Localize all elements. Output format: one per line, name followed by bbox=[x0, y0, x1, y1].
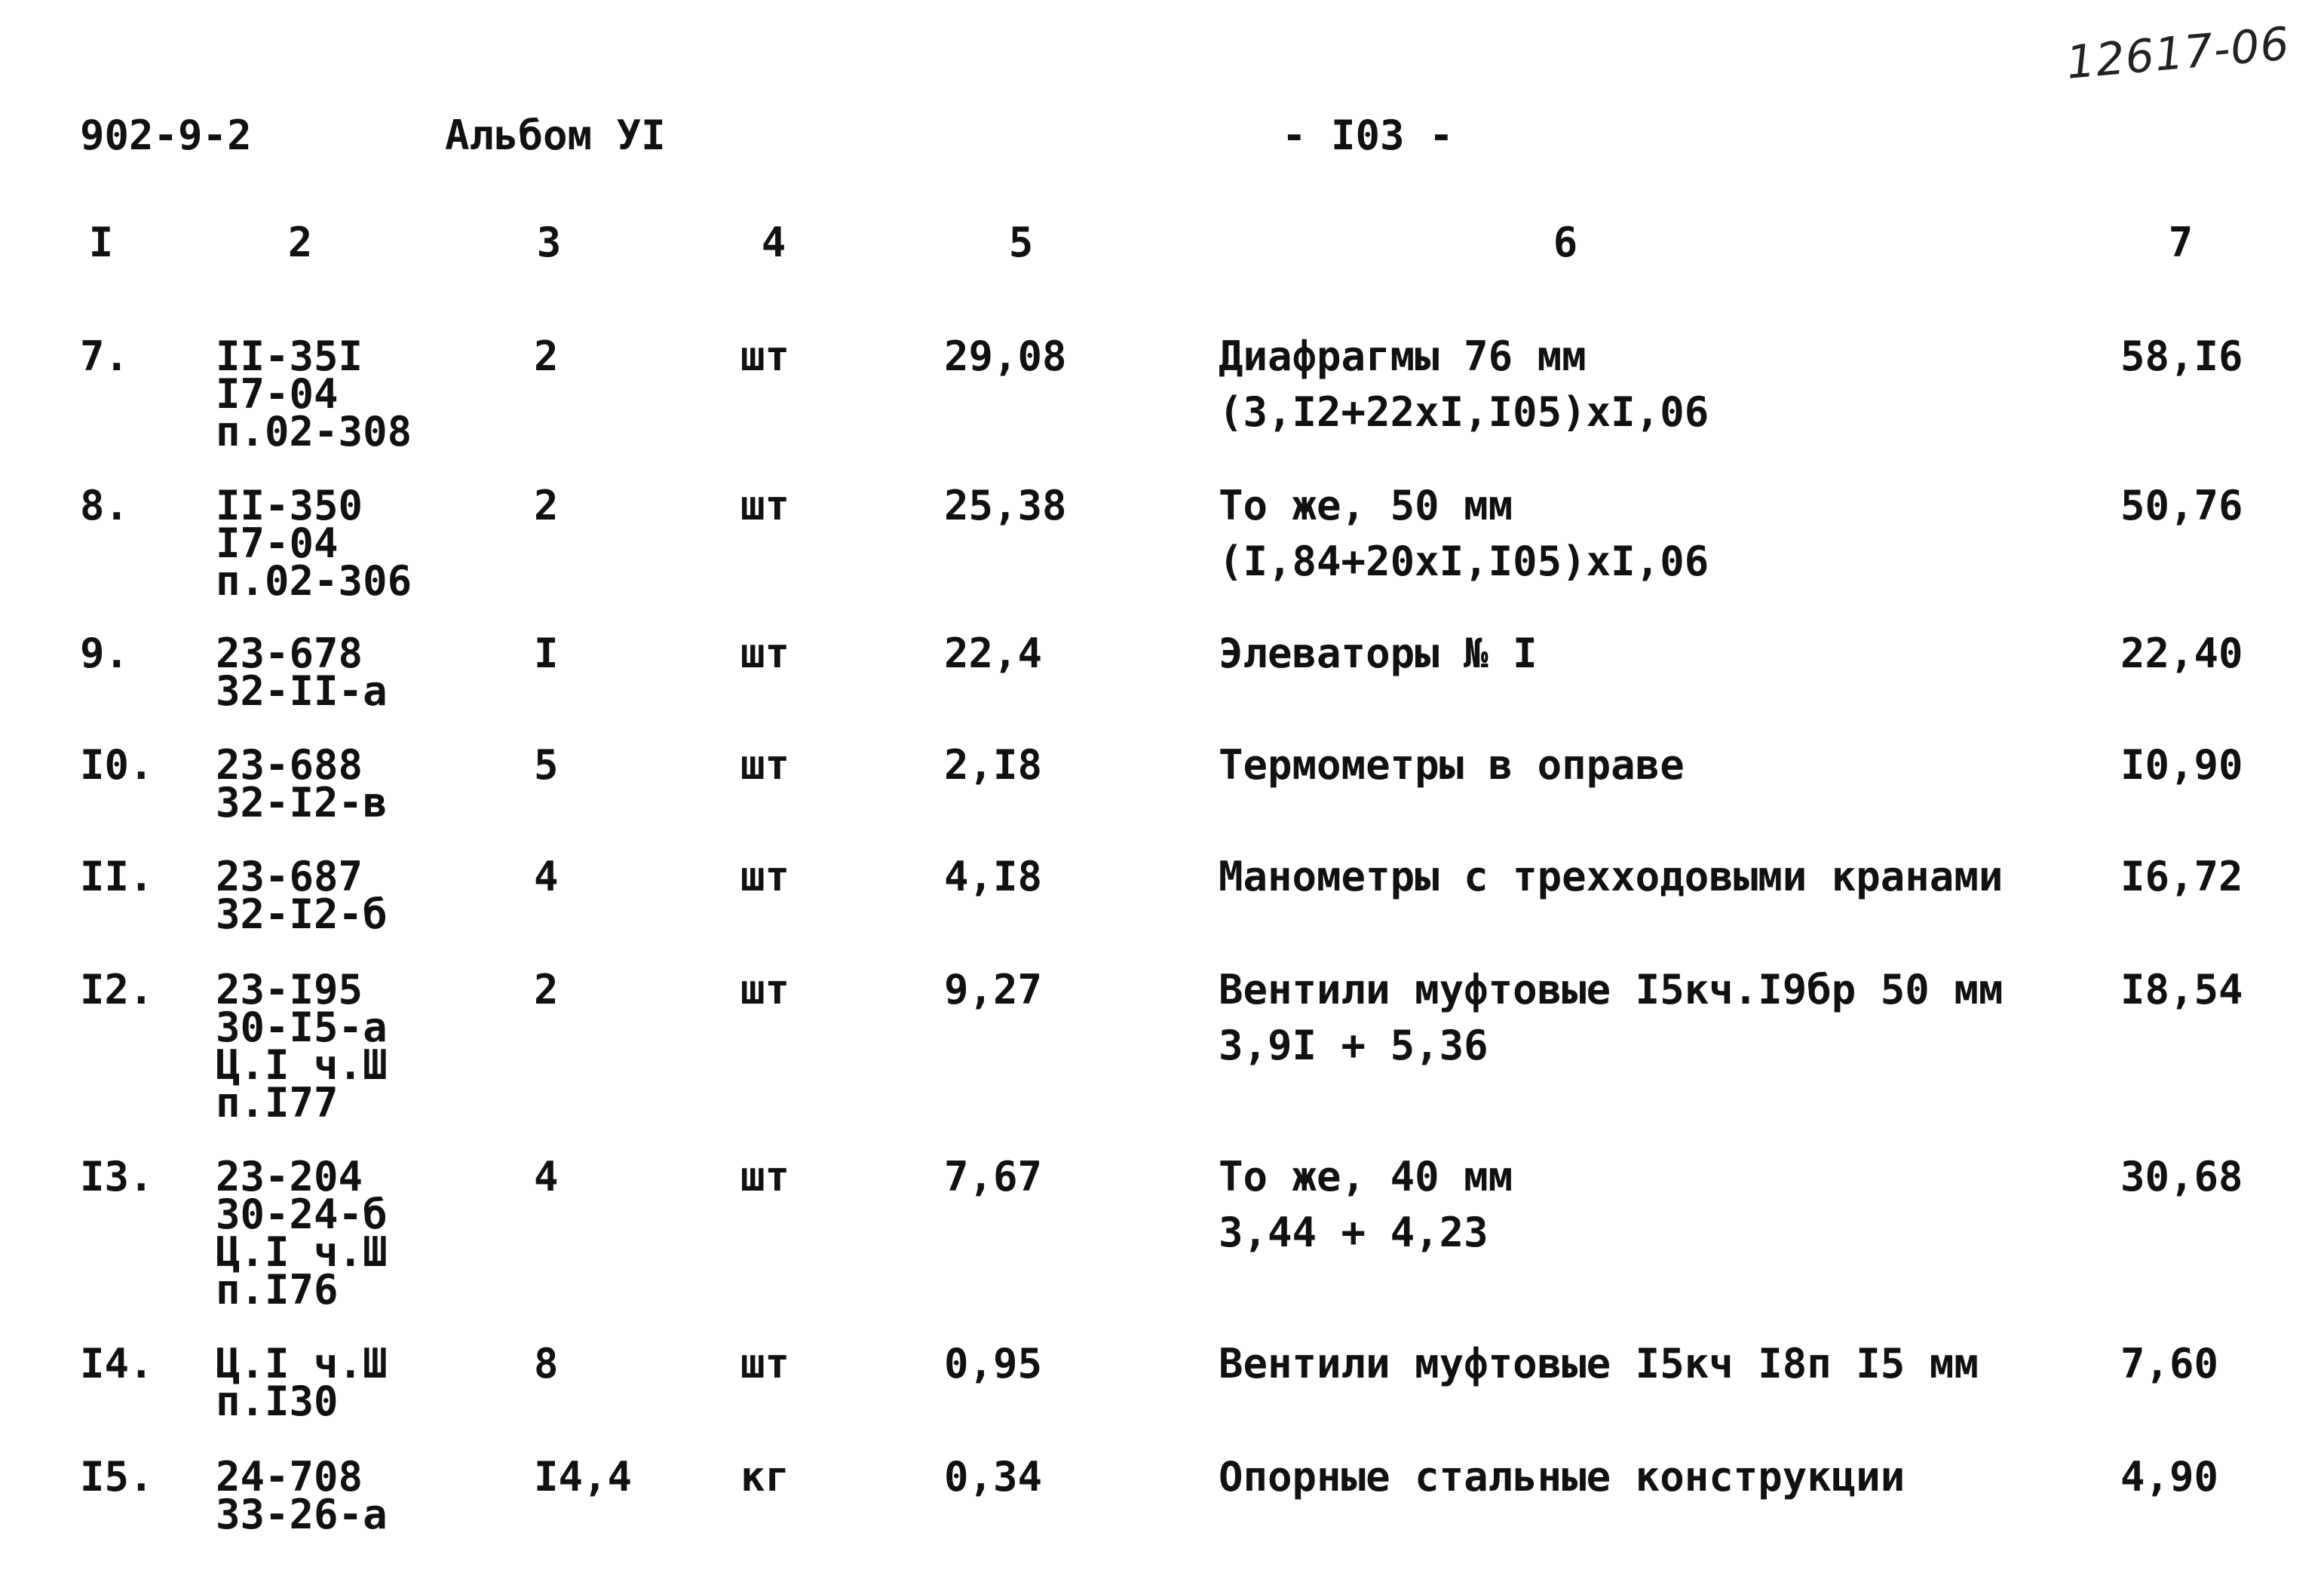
unit-price: 22,4 bbox=[944, 630, 1043, 677]
reference-code-line: п.I77 bbox=[216, 1079, 339, 1127]
description-line: Диафрагмы 76 мм bbox=[1219, 333, 1587, 380]
unit: шт bbox=[740, 630, 790, 677]
reference-code-line: 32-I2-б bbox=[216, 890, 388, 938]
unit: шт bbox=[740, 1340, 790, 1387]
reference-code-line: Ц.I ч.Ш bbox=[216, 1041, 388, 1089]
description-line: То же, 50 мм bbox=[1219, 482, 1513, 529]
description-line: 3,44 + 4,23 bbox=[1219, 1209, 1489, 1256]
column-number-7: 7 bbox=[2168, 219, 2194, 266]
column-number-1: I bbox=[88, 219, 114, 266]
description bbox=[1219, 737, 1685, 793]
column-number-3: 3 bbox=[536, 219, 562, 266]
reference-code-line: 30-24-б bbox=[216, 1191, 388, 1238]
unit: шт bbox=[740, 1153, 790, 1200]
reference-code-line: п.02-306 bbox=[216, 557, 412, 605]
column-number-5: 5 bbox=[1008, 219, 1034, 266]
unit-price: 9,27 bbox=[944, 966, 1043, 1013]
quantity: 2 bbox=[534, 966, 559, 1013]
description bbox=[1219, 478, 1709, 590]
unit: шт bbox=[740, 853, 790, 900]
description-line: Вентили муфтовые I5кч I8п I5 мм bbox=[1219, 1340, 1979, 1387]
unit-price: 25,38 bbox=[944, 482, 1067, 529]
document-code: 902-9-2 bbox=[80, 112, 252, 159]
unit-price: 0,34 bbox=[944, 1453, 1043, 1501]
row-number: 9. bbox=[80, 630, 130, 677]
reference-codes bbox=[216, 966, 388, 1127]
reference-codes bbox=[216, 1153, 388, 1314]
reference-code-line: 24-708 bbox=[216, 1453, 363, 1501]
description-line: Опорные стальные конструкции bbox=[1219, 1453, 1905, 1501]
reference-code-line: п.02-308 bbox=[216, 408, 412, 455]
description bbox=[1219, 1149, 1513, 1261]
description-line: Элеваторы № I bbox=[1219, 630, 1538, 677]
unit: шт bbox=[740, 333, 790, 380]
description-line: (I,84+20хI,I05)хI,06 bbox=[1219, 538, 1709, 585]
total-cost: 50,76 bbox=[2120, 482, 2243, 529]
row-number: 8. bbox=[80, 482, 130, 529]
reference-code-line: 23-I95 bbox=[216, 966, 363, 1013]
total-cost: 58,I6 bbox=[2120, 333, 2243, 380]
row-number: I0. bbox=[80, 741, 154, 789]
column-number-6: 6 bbox=[1553, 219, 1578, 266]
reference-code-line: 23-204 bbox=[216, 1153, 363, 1200]
reference-code-line: I7-04 bbox=[216, 520, 339, 567]
description bbox=[1219, 1336, 1979, 1392]
description-line: То же, 40 мм bbox=[1219, 1153, 1513, 1200]
reference-code-line: II-35I bbox=[216, 333, 363, 380]
reference-codes bbox=[216, 482, 412, 605]
unit-price: 29,08 bbox=[944, 333, 1067, 380]
description bbox=[1219, 962, 2003, 1074]
total-cost: I6,72 bbox=[2120, 853, 2243, 900]
description-line: 3,9I + 5,36 bbox=[1219, 1022, 1489, 1069]
reference-codes bbox=[216, 1340, 388, 1425]
column-number-2: 2 bbox=[287, 219, 313, 266]
total-cost: 30,68 bbox=[2120, 1153, 2243, 1200]
reference-code-line: I7-04 bbox=[216, 370, 339, 418]
description bbox=[1219, 329, 1709, 440]
reference-code-line: 32-II-а bbox=[216, 667, 388, 715]
row-number: I4. bbox=[80, 1340, 154, 1387]
reference-codes bbox=[216, 741, 388, 826]
row-number: II. bbox=[80, 853, 154, 900]
reference-code-line: II-350 bbox=[216, 482, 363, 529]
row-number: I3. bbox=[80, 1153, 154, 1200]
reference-code-line: 23-678 bbox=[216, 630, 363, 677]
reference-code-line: 23-688 bbox=[216, 741, 363, 789]
quantity: I bbox=[534, 630, 559, 677]
page-number: - I03 - bbox=[1282, 112, 1454, 159]
description bbox=[1219, 626, 1538, 682]
quantity: 4 bbox=[534, 1153, 559, 1200]
reference-codes bbox=[216, 630, 388, 715]
reference-codes bbox=[216, 333, 412, 455]
reference-codes bbox=[216, 1453, 388, 1538]
unit-price: 0,95 bbox=[944, 1340, 1043, 1387]
archive-stamp: 12617-06 bbox=[2064, 17, 2292, 90]
reference-code-line: 33-26-а bbox=[216, 1491, 388, 1538]
unit-price: 7,67 bbox=[944, 1153, 1043, 1200]
reference-codes bbox=[216, 853, 388, 938]
reference-code-line: Ц.I ч.Ш bbox=[216, 1228, 388, 1276]
total-cost: 4,90 bbox=[2120, 1453, 2219, 1501]
quantity: 2 bbox=[534, 482, 559, 529]
total-cost: 7,60 bbox=[2120, 1340, 2219, 1387]
unit-price: 2,I8 bbox=[944, 741, 1043, 789]
unit: шт bbox=[740, 482, 790, 529]
reference-code-line: Ц.I ч.Ш bbox=[216, 1340, 388, 1387]
description bbox=[1219, 1449, 1905, 1505]
reference-code-line: 23-687 bbox=[216, 853, 363, 900]
description bbox=[1219, 849, 2003, 905]
row-number: I5. bbox=[80, 1453, 154, 1501]
reference-code-line: п.I30 bbox=[216, 1378, 339, 1425]
unit: кг bbox=[740, 1453, 790, 1501]
row-number: I2. bbox=[80, 966, 154, 1013]
column-number-4: 4 bbox=[761, 219, 786, 266]
reference-code-line: 32-I2-в bbox=[216, 779, 388, 826]
description-line: Термометры в оправе bbox=[1219, 741, 1685, 789]
reference-code-line: п.I76 bbox=[216, 1266, 339, 1314]
unit: шт bbox=[740, 741, 790, 789]
unit: шт bbox=[740, 966, 790, 1013]
quantity: 5 bbox=[534, 741, 559, 789]
quantity: I4,4 bbox=[534, 1453, 633, 1501]
reference-code-line: 30-I5-а bbox=[216, 1004, 388, 1051]
quantity: 8 bbox=[534, 1340, 559, 1387]
unit-price: 4,I8 bbox=[944, 853, 1043, 900]
total-cost: I8,54 bbox=[2120, 966, 2243, 1013]
description-line: Вентили муфтовые I5кч.I9бр 50 мм bbox=[1219, 966, 2004, 1013]
total-cost: 22,40 bbox=[2120, 630, 2243, 677]
description-line: (3,I2+22хI,I05)хI,06 bbox=[1219, 388, 1709, 436]
description-line: Манометры с трехходовыми кранами bbox=[1219, 853, 2004, 900]
album-label: Альбом УI bbox=[445, 112, 666, 159]
quantity: 4 bbox=[534, 853, 559, 900]
quantity: 2 bbox=[534, 333, 559, 380]
row-number: 7. bbox=[80, 333, 130, 380]
total-cost: I0,90 bbox=[2120, 741, 2243, 789]
